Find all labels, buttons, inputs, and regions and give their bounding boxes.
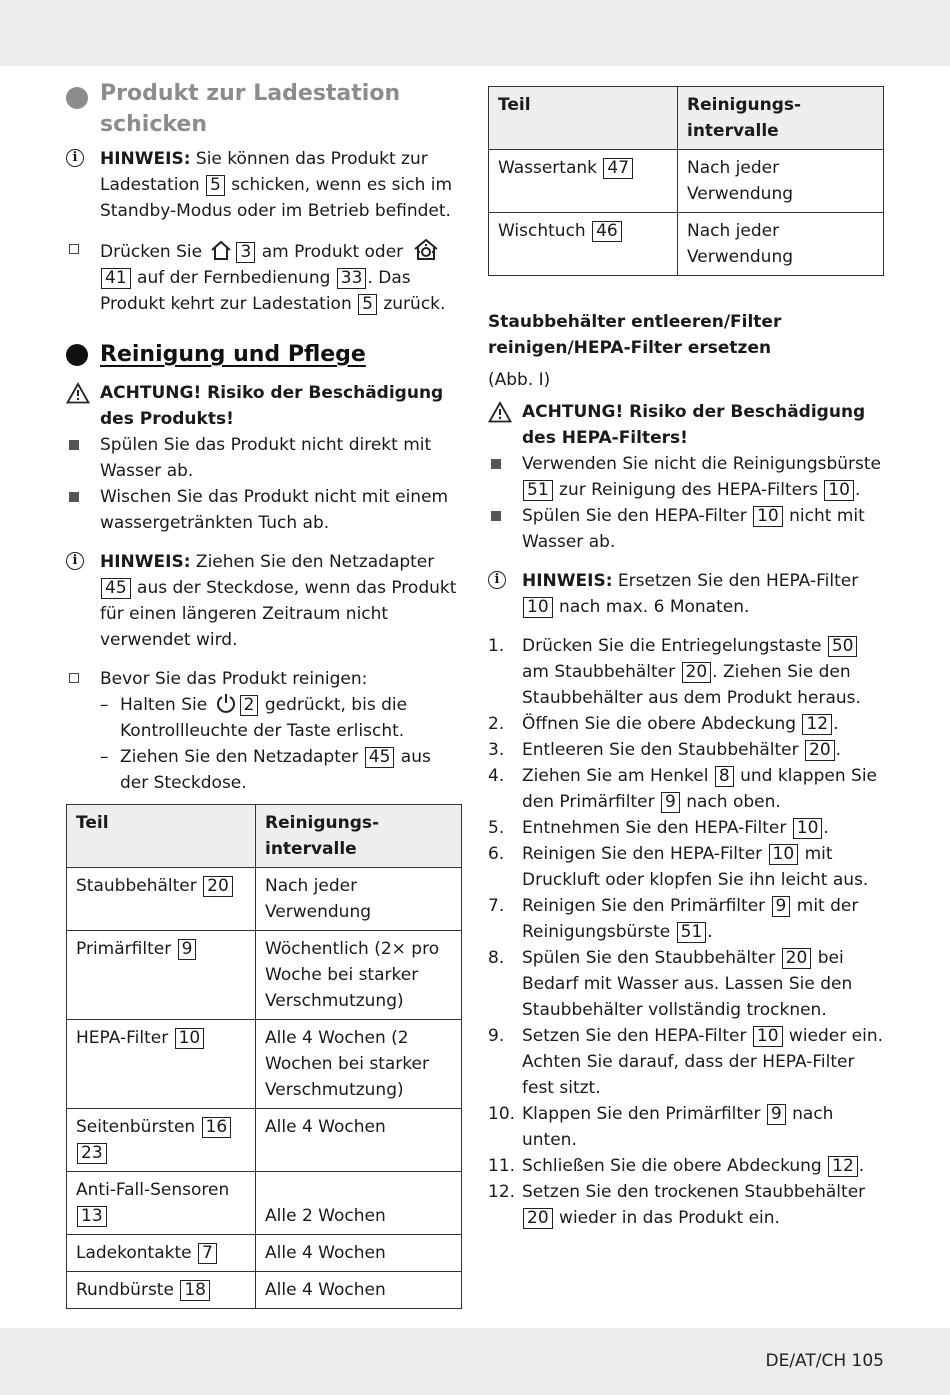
table-header-interval: Reinigungs- intervalle — [256, 805, 462, 868]
robot-home-icon — [411, 237, 441, 261]
square-bullet-icon — [491, 459, 501, 469]
step-text: Klappen Sie den Primärfilter — [522, 1104, 766, 1124]
ref-number: 10 — [753, 506, 783, 527]
ref-number: 10 — [793, 818, 823, 839]
ref-number: 47 — [603, 158, 633, 179]
header-band — [0, 0, 950, 66]
substep-unplug: – Ziehen Sie den Netzadapter 45 aus der Steckdose. — [100, 747, 431, 793]
step-text: Setzen Sie den HEPA-Filter — [522, 1026, 752, 1046]
table-header-part: Teil — [489, 87, 678, 150]
home-icon — [209, 239, 233, 261]
ref-number: 18 — [180, 1280, 210, 1301]
table-cell-interval: Nach jeder Verwendung — [678, 213, 884, 276]
ref-number: 20 — [782, 948, 812, 969]
step-item — [488, 1023, 884, 1101]
table-cell-interval: Alle 4 Wochen — [256, 1272, 462, 1309]
step-text: . Ziehen Sie den Staubbehälter aus dem Produkt heraus. — [522, 662, 861, 708]
step-text: . — [858, 1156, 865, 1176]
checkbox-step-icon — [69, 673, 79, 683]
bullet-no-wet-cloth: Wischen Sie das Produkt nicht mit einem wassergetränkten Tuch ab. — [66, 484, 462, 536]
table-cell-interval: Wöchentlich (2× pro Woche bei starker Verschmutzung) — [256, 931, 462, 1020]
part-name: Staubbehälter — [76, 876, 203, 896]
table-cell-interval: Alle 4 Wochen (2 Wochen bei starker Verschmutzung) — [256, 1020, 462, 1109]
step-number: 11. — [488, 1156, 516, 1176]
ref-number: 20 — [523, 1208, 553, 1229]
step-text: bei Bedarf mit Wasser aus. Lassen Sie den Staubbehälter vollständig trocknen. — [522, 948, 853, 1020]
bullet-no-brush-hepa: Verwenden Sie nicht die Reinigungsbürste 51 zur Reinigung des HEPA-Filters 10 . — [488, 451, 884, 503]
step-text: . — [833, 714, 839, 734]
ref-number: 10 — [523, 597, 553, 618]
step-text: Reinigen Sie den Primärfilter — [522, 896, 771, 916]
step-number: 8. — [488, 948, 505, 968]
square-bullet-icon — [69, 492, 79, 502]
table-header-row — [489, 87, 884, 150]
step-item — [488, 1101, 884, 1153]
square-bullet-icon — [69, 440, 79, 450]
table-row — [67, 1109, 462, 1172]
step-number: 1. — [488, 636, 505, 656]
ref-number: 9 — [772, 896, 791, 917]
step-item — [488, 1153, 884, 1179]
checkbox-step-icon — [69, 244, 79, 254]
step-item — [488, 737, 884, 763]
step-text: Entnehmen Sie den HEPA-Filter — [522, 818, 792, 838]
step-item — [488, 841, 884, 893]
ref-number: 10 — [753, 1026, 783, 1047]
table-row — [67, 931, 462, 1020]
step-text: wieder ein. Achten Sie darauf, dass der HEPA-Filter fest sitzt. — [522, 1026, 884, 1098]
ref-number: 45 — [365, 747, 395, 768]
step-number: 2. — [488, 714, 505, 734]
table-header-interval: Reinigungs- intervalle — [678, 87, 884, 150]
part-name: HEPA-Filter — [76, 1028, 174, 1048]
step-text: Öffnen Sie die obere Abdeckung — [522, 714, 802, 734]
section-bullet-icon — [66, 344, 88, 366]
ref-number: 50 — [828, 636, 858, 657]
table-cell-part — [489, 150, 678, 213]
step-text: mit der Reinigungsbürste — [522, 896, 859, 942]
table-cell-part — [489, 213, 678, 276]
ref-number: 9 — [767, 1104, 786, 1125]
step-number: 3. — [488, 740, 505, 760]
table-row — [67, 868, 462, 931]
table-cell-interval: Alle 4 Wochen — [256, 1235, 462, 1272]
page-number: 105 — [851, 1351, 884, 1371]
table-row — [489, 150, 884, 213]
step-text: Setzen Sie den trockenen Staubbehälter — [522, 1182, 866, 1202]
warning-hepa-damage: ACHTUNG! Risiko der Beschädigung des HEPA-Filters! — [488, 399, 884, 451]
table-cell-interval: Nach jeder Verwendung — [256, 868, 462, 931]
table-row — [67, 1235, 462, 1272]
step-item — [488, 633, 884, 711]
part-name: Primärfilter — [76, 939, 177, 959]
ref-number: 10 — [175, 1028, 205, 1049]
step-text: Drücken Sie die Entriegelungstaste — [522, 636, 827, 656]
ref-number: 20 — [203, 876, 233, 897]
table-body — [67, 868, 462, 1309]
table-cell-part — [67, 1235, 256, 1272]
step-text: nach oben. — [680, 792, 781, 812]
ref-number: 33 — [337, 268, 367, 289]
step-text: . — [835, 740, 842, 760]
table-cell-interval: Nach jeder Verwendung — [678, 150, 884, 213]
step-item — [488, 893, 884, 945]
step-text: Reinigen Sie den HEPA-Filter — [522, 844, 768, 864]
table-header-part: Teil — [67, 805, 256, 868]
cleaning-interval-table-right — [488, 86, 884, 276]
step-text: Schließen Sie die obere Abdeckung — [522, 1156, 828, 1176]
power-icon — [215, 692, 237, 714]
ref-number: 9 — [661, 792, 680, 813]
step-number: 4. — [488, 766, 505, 786]
info-icon: i — [66, 149, 84, 167]
step-before-cleaning: Bevor Sie das Produkt reinigen: – Halten Sie 2 gedrückt, bis die Kontrollleuchte der Taste erlischt. – Ziehen Sie den Netzadapter 45 aus der Steckdose. — [66, 666, 462, 796]
ref-number: 12 — [828, 1156, 858, 1177]
section-title-cleaning: Reinigung und Pflege — [66, 339, 462, 370]
step-text: . — [823, 818, 829, 838]
ref-number: 5 — [206, 175, 225, 196]
cleaning-steps-list — [488, 633, 884, 1231]
bullet-no-rinse-hepa: Spülen Sie den HEPA-Filter 10 nicht mit Wasser ab. — [488, 503, 884, 555]
step-text: . — [707, 922, 713, 942]
note-replace-hepa: i HINWEIS: Ersetzen Sie den HEPA-Filter 10 nach max. 6 Monaten. — [488, 568, 884, 620]
step-number: 12. — [488, 1182, 516, 1202]
part-name: Seitenbürsten — [76, 1117, 201, 1137]
page-footer — [766, 1351, 885, 1371]
part-name: Wischtuch — [498, 221, 592, 241]
step-item — [488, 945, 884, 1023]
table-row — [67, 1172, 462, 1235]
bullet-no-rinse: Spülen Sie das Produkt nicht direkt mit Wasser ab. — [66, 432, 462, 484]
ref-number: 2 — [240, 695, 259, 716]
left-column — [66, 78, 462, 1309]
ref-number: 46 — [592, 221, 622, 242]
ref-number: 51 — [677, 922, 707, 943]
step-number: 5. — [488, 818, 505, 838]
figure-reference: (Abb. I) — [488, 370, 551, 390]
table-row — [489, 213, 884, 276]
table-header-row — [67, 805, 462, 868]
ref-number: 20 — [682, 662, 712, 683]
ref-number: 7 — [198, 1243, 217, 1264]
note-send-to-station: i HINWEIS: Sie können das Produkt zur Ladestation 5 schicken, wenn es sich im Standby-Modus oder im Betrieb befindet. — [66, 146, 462, 224]
table-row — [67, 1020, 462, 1109]
table-cell-interval: Alle 4 Wochen — [256, 1109, 462, 1172]
step-number: 7. — [488, 896, 505, 916]
substep-hold-power: – Halten Sie 2 gedrückt, bis die Kontrollleuchte der Taste erlischt. — [100, 692, 462, 744]
part-name: Ladekontakte — [76, 1243, 198, 1263]
page-label: DE/AT/CH — [765, 1351, 847, 1371]
warning-product-damage: ACHTUNG! Risiko der Beschädigung des Produkts! — [66, 380, 462, 432]
step-item — [488, 711, 884, 737]
step-text: Entleeren Sie den Staubbehälter — [522, 740, 805, 760]
part-name: Wassertank — [498, 158, 603, 178]
square-bullet-icon — [491, 511, 501, 521]
step-text: am Staubbehälter — [522, 662, 681, 682]
table-body — [489, 150, 884, 276]
warning-triangle-icon — [66, 382, 90, 404]
warning-triangle-icon — [488, 401, 512, 423]
step-number: 9. — [488, 1026, 505, 1046]
ref-number: 10 — [824, 480, 854, 501]
ref-number: 20 — [805, 740, 835, 761]
ref-number: 23 — [77, 1143, 107, 1164]
ref-number: 51 — [523, 480, 553, 501]
ref-number: 45 — [101, 578, 131, 599]
table-cell-interval: Alle 2 Wochen — [256, 1172, 462, 1235]
ref-number: 12 — [802, 714, 832, 735]
note-unplug-adapter: i HINWEIS: Ziehen Sie den Netzadapter 45 aus der Steckdose, wenn das Produkt für einen längeren Zeitraum nicht verwendet wird. — [66, 549, 462, 653]
ref-number: 3 — [236, 242, 255, 263]
ref-number: 16 — [202, 1117, 232, 1138]
step-number: 10. — [488, 1104, 516, 1124]
table-row — [67, 1272, 462, 1309]
step-text: mit Druckluft oder klopfen Sie ihn leicht aus. — [522, 844, 869, 890]
ref-number: 13 — [77, 1206, 107, 1227]
table-cell-part — [67, 1172, 256, 1235]
step-item — [488, 1179, 884, 1231]
info-icon: i — [488, 571, 506, 589]
section-bullet-icon — [66, 87, 88, 109]
step-text: Ziehen Sie am Henkel — [522, 766, 714, 786]
ref-number: 8 — [715, 766, 734, 787]
table-cell-part — [67, 931, 256, 1020]
info-icon: i — [66, 552, 84, 570]
step-item — [488, 815, 884, 841]
table-cell-part — [67, 1020, 256, 1109]
ref-number: 9 — [178, 939, 197, 960]
ref-number: 5 — [358, 294, 377, 315]
step-item — [488, 763, 884, 815]
step-text: Spülen Sie den Staubbehälter — [522, 948, 781, 968]
ref-number: 10 — [769, 844, 799, 865]
cleaning-interval-table-left — [66, 804, 462, 1309]
table-cell-part — [67, 1109, 256, 1172]
section-title-send-to-station: Produkt zur Ladestation schicken — [66, 78, 462, 140]
part-name: Rundbürste — [76, 1280, 180, 1300]
step-text: nach unten. — [522, 1104, 834, 1150]
table-cell-part — [67, 1272, 256, 1309]
step-number: 6. — [488, 844, 505, 864]
step-press-home: Drücken Sie 3 am Produkt oder 41 auf der Fernbedienung 33 . Das Produkt kehrt zur Ladestation 5 zurück. — [66, 237, 462, 317]
part-name: Anti-Fall-Sensoren — [76, 1180, 230, 1200]
table-cell-part — [67, 868, 256, 931]
step-text: und klappen Sie den Primärfilter — [522, 766, 877, 812]
right-column — [488, 86, 884, 1231]
section-title-dust-container: Staubbehälter entleeren/Filter reinigen/HEPA-Filter ersetzen — [488, 312, 782, 358]
ref-number: 41 — [101, 268, 131, 289]
step-text: wieder in das Produkt ein. — [553, 1208, 780, 1228]
